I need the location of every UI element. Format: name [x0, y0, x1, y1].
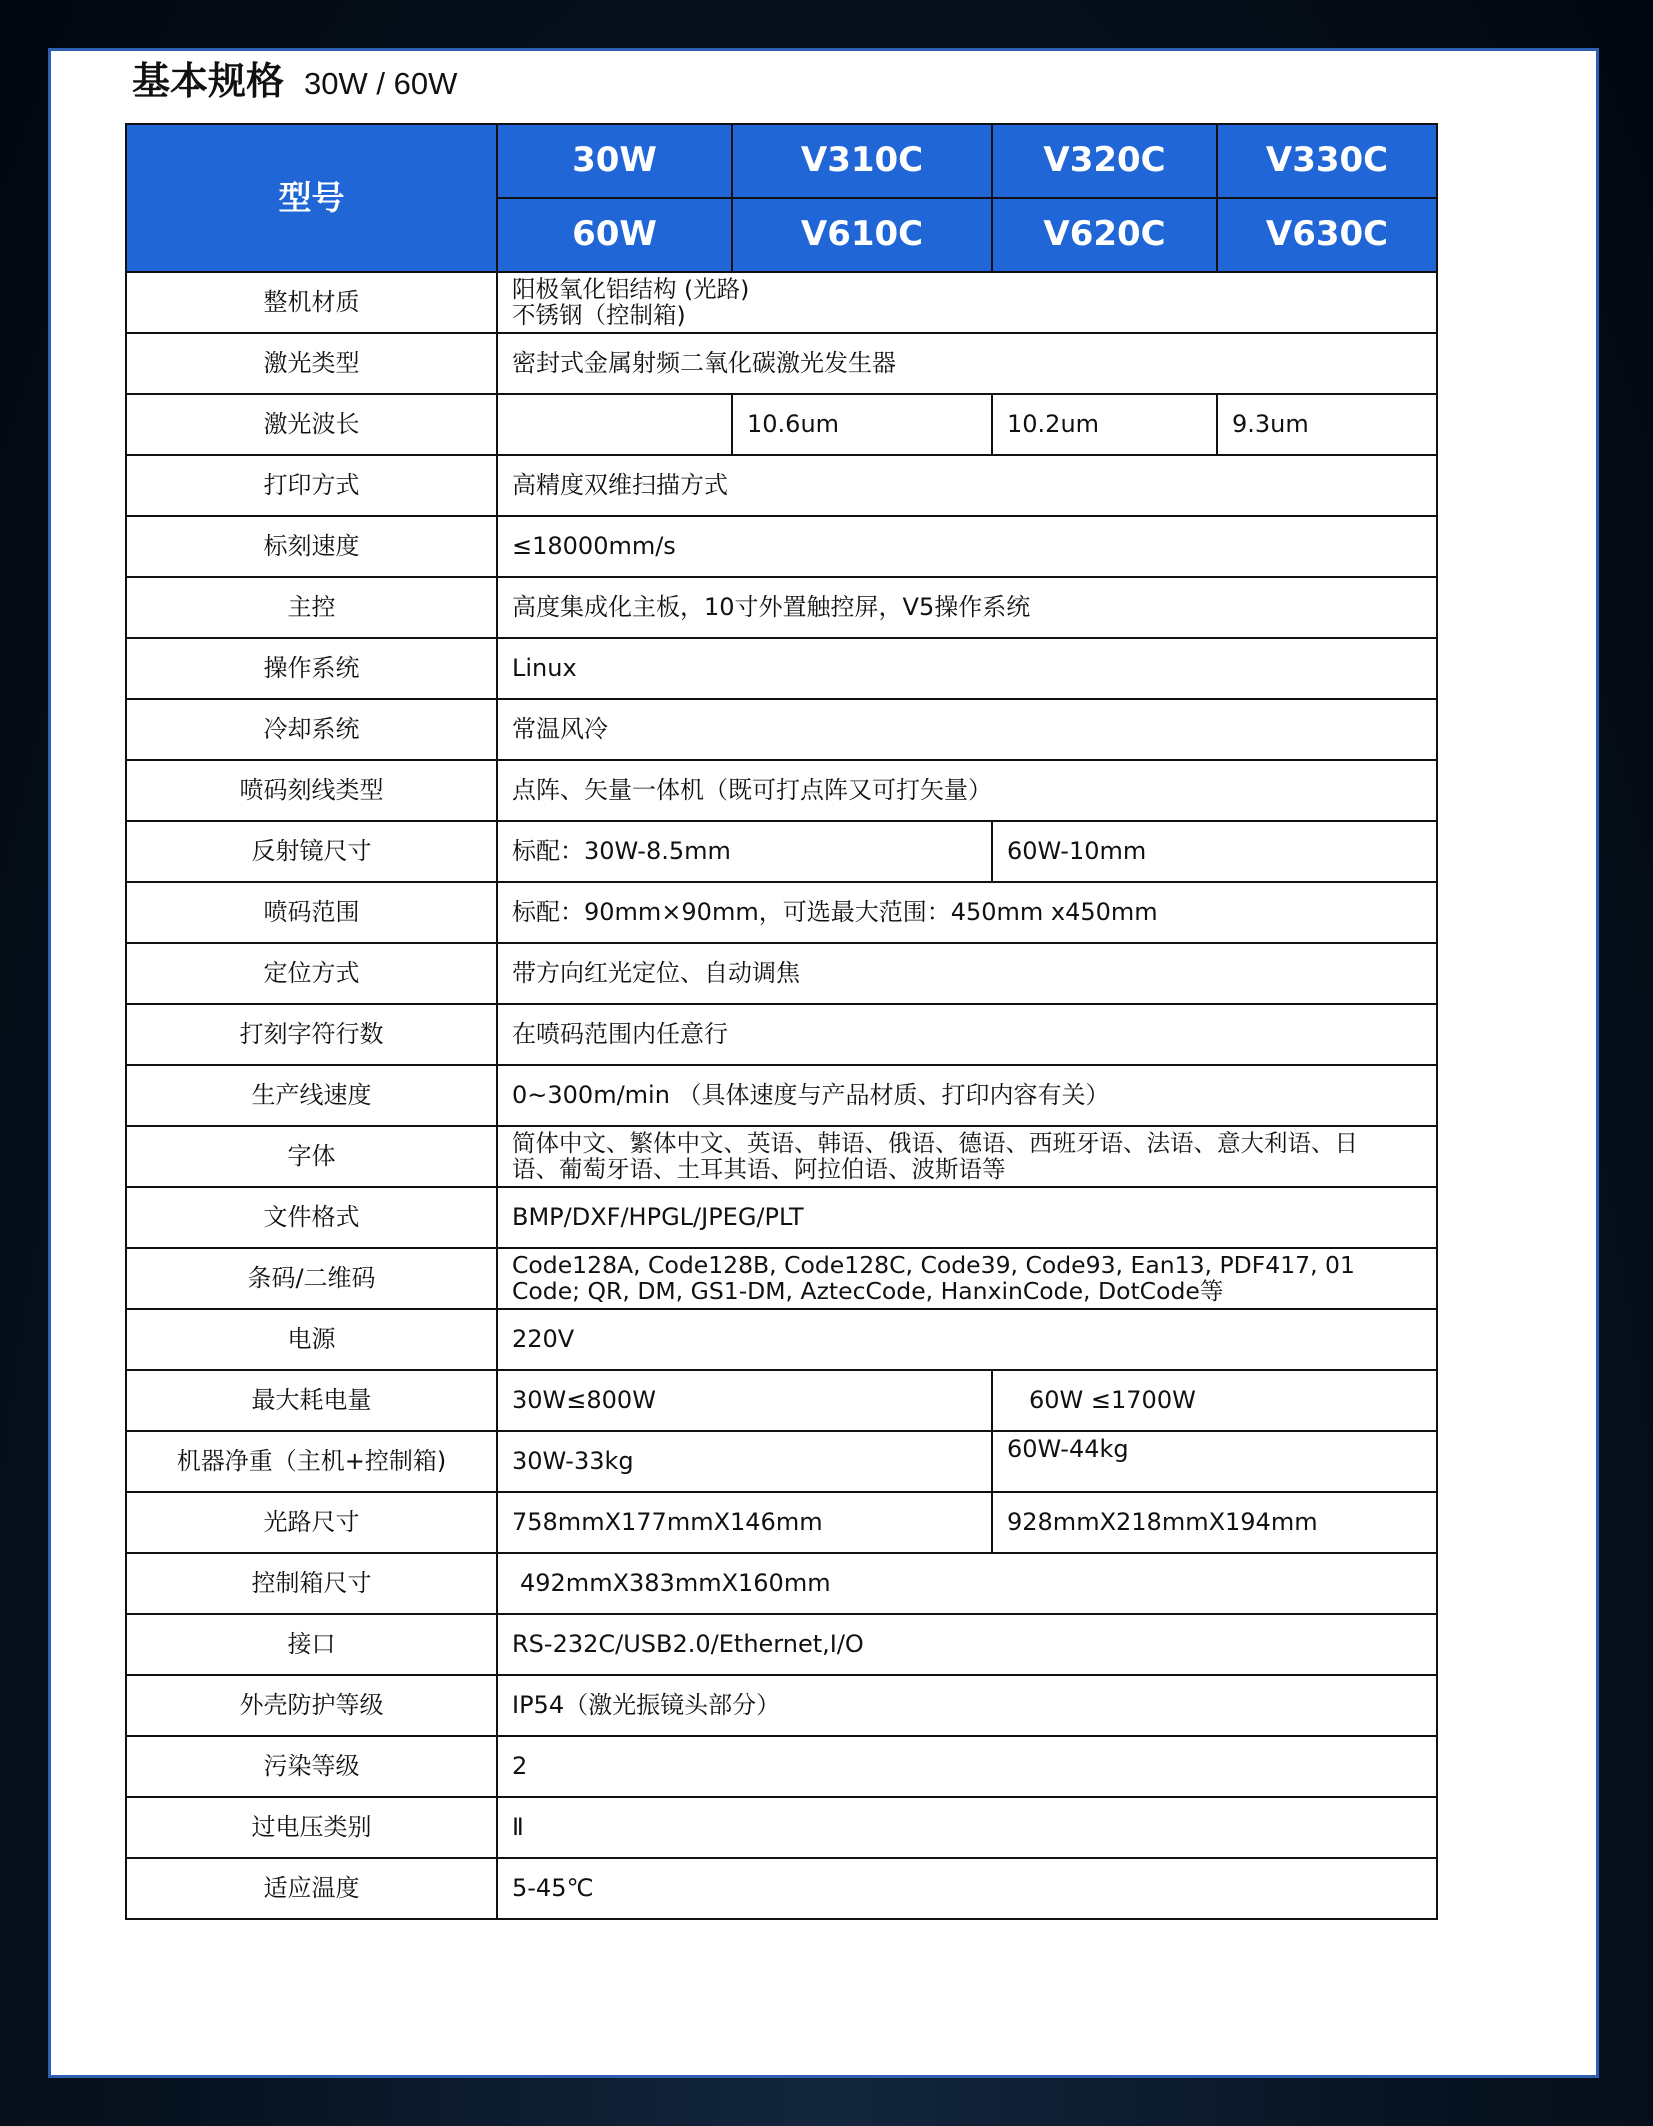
spec-label: 喷码刻线类型 [126, 760, 497, 821]
header-row-30w [126, 124, 1437, 198]
spec-label: 字体 [126, 1126, 497, 1187]
spec-row-cooling [126, 699, 1437, 760]
model-60w: 60W [497, 198, 732, 272]
spec-value: 标配：90mm×90mm，可选最大范围：450mm x450mm [497, 882, 1437, 943]
spec-label: 电源 [126, 1309, 497, 1370]
spec-value [497, 394, 732, 455]
spec-value-line: 阳极氧化铝结构 (光路) [512, 275, 750, 304]
spec-row-file-format [126, 1187, 1437, 1248]
spec-row-max-power [126, 1370, 1437, 1431]
spec-value [497, 272, 1437, 333]
model-v620c: V620C [992, 198, 1217, 272]
spec-value: 492mmX383mmX160mm [497, 1553, 1437, 1614]
spec-label: 冷却系统 [126, 699, 497, 760]
spec-value: 5-45℃ [497, 1858, 1437, 1919]
spec-label: 控制箱尺寸 [126, 1553, 497, 1614]
spec-label: 主控 [126, 577, 497, 638]
spec-row-overvoltage [126, 1797, 1437, 1858]
spec-value: Ⅱ [497, 1797, 1437, 1858]
spec-value: 点阵、矢量一体机（既可打点阵又可打矢量） [497, 760, 1437, 821]
model-v310c: V310C [732, 124, 992, 198]
spec-row-positioning [126, 943, 1437, 1004]
spec-value: 常温风冷 [497, 699, 1437, 760]
spec-row-weight [126, 1431, 1437, 1492]
spec-label: 反射镜尺寸 [126, 821, 497, 882]
model-v320c: V320C [992, 124, 1217, 198]
spec-row-code-type [126, 760, 1437, 821]
spec-label: 操作系统 [126, 638, 497, 699]
spec-label: 文件格式 [126, 1187, 497, 1248]
spec-label: 过电压类别 [126, 1797, 497, 1858]
spec-value-line: 语、葡萄牙语、土耳其语、阿拉伯语、波斯语等 [512, 1154, 1006, 1183]
spec-label: 喷码范围 [126, 882, 497, 943]
spec-value: RS-232C/USB2.0/Ethernet,I/O [497, 1614, 1437, 1675]
spec-value: 带方向红光定位、自动调焦 [497, 943, 1437, 1004]
spec-row-optical-size [126, 1492, 1437, 1553]
spec-label: 生产线速度 [126, 1065, 497, 1126]
spec-value: 10.6um [732, 394, 992, 455]
spec-value-line: 简体中文、繁体中文、英语、韩语、俄语、德语、西班牙语、法语、意大利语、日 [512, 1129, 1358, 1158]
spec-label: 外壳防护等级 [126, 1675, 497, 1736]
spec-table [125, 123, 1438, 1920]
spec-value: 928mmX218mmX194mm [992, 1492, 1437, 1553]
spec-label: 激光波长 [126, 394, 497, 455]
spec-row-code-range [126, 882, 1437, 943]
spec-value: 2 [497, 1736, 1437, 1797]
model-v330c: V330C [1217, 124, 1437, 198]
spec-value: 220V [497, 1309, 1437, 1370]
spec-value-line: 不锈钢（控制箱) [512, 300, 686, 329]
spec-value: 在喷码范围内任意行 [497, 1004, 1437, 1065]
spec-row-line-speed [126, 1065, 1437, 1126]
model-v610c: V610C [732, 198, 992, 272]
spec-value: 60W-10mm [992, 821, 1437, 882]
spec-subtitle: 30W / 60W [304, 66, 458, 101]
spec-value: 758mmX177mmX146mm [497, 1492, 992, 1553]
spec-row-marking-speed [126, 516, 1437, 577]
model-30w: 30W [497, 124, 732, 198]
spec-value: 密封式金属射频二氧化碳激光发生器 [497, 333, 1437, 394]
spec-value: 高度集成化主板，10寸外置触控屏，V5操作系统 [497, 577, 1437, 638]
model-label: 型号 [126, 124, 497, 272]
spec-row-interface [126, 1614, 1437, 1675]
spec-row-control-box-size [126, 1553, 1437, 1614]
spec-title: 基本规格 [132, 59, 285, 103]
spec-label: 打刻字符行数 [126, 1004, 497, 1065]
spec-row-laser-type [126, 333, 1437, 394]
spec-row-font [126, 1126, 1437, 1187]
spec-value-line: Code128A, Code128B, Code128C, Code39, Code93, Ean13, PDF417, 01 [512, 1251, 1355, 1280]
spec-label: 接口 [126, 1614, 497, 1675]
spec-heading [132, 50, 457, 120]
spec-label: 光路尺寸 [126, 1492, 497, 1553]
spec-row-print-method [126, 455, 1437, 516]
spec-row-os [126, 638, 1437, 699]
spec-row-char-lines [126, 1004, 1437, 1065]
spec-value: 0~300m/min （具体速度与产品材质、打印内容有关） [497, 1065, 1437, 1126]
spec-row-protection [126, 1675, 1437, 1736]
spec-value: 30W-33kg [497, 1431, 992, 1492]
spec-value: 60W ≤1700W [992, 1370, 1437, 1431]
spec-label: 最大耗电量 [126, 1370, 497, 1431]
spec-value: BMP/DXF/HPGL/JPEG/PLT [497, 1187, 1437, 1248]
spec-row-material [126, 272, 1437, 333]
spec-row-power [126, 1309, 1437, 1370]
spec-value: ≤18000mm/s [497, 516, 1437, 577]
spec-value: 标配：30W-8.5mm [497, 821, 992, 882]
spec-value: 10.2um [992, 394, 1217, 455]
spec-row-mirror-size [126, 821, 1437, 882]
spec-label: 适应温度 [126, 1858, 497, 1919]
spec-row-pollution [126, 1736, 1437, 1797]
spec-label: 条码/二维码 [126, 1248, 497, 1309]
spec-value: 高精度双维扫描方式 [497, 455, 1437, 516]
spec-row-temperature [126, 1858, 1437, 1919]
spec-row-main-control [126, 577, 1437, 638]
spec-row-barcode [126, 1248, 1437, 1309]
spec-value [497, 1248, 1437, 1309]
spec-value: 60W-44kg [992, 1431, 1437, 1492]
spec-label: 定位方式 [126, 943, 497, 1004]
spec-label: 机器净重（主机+控制箱) [126, 1431, 497, 1492]
spec-label: 打印方式 [126, 455, 497, 516]
spec-value: 9.3um [1217, 394, 1437, 455]
spec-value [497, 1126, 1437, 1187]
spec-value: Linux [497, 638, 1437, 699]
spec-label: 激光类型 [126, 333, 497, 394]
spec-value: 30W≤800W [497, 1370, 992, 1431]
spec-value: IP54（激光振镜头部分） [497, 1675, 1437, 1736]
spec-label: 标刻速度 [126, 516, 497, 577]
spec-label: 整机材质 [126, 272, 497, 333]
spec-value-line: Code; QR, DM, GS1-DM, AztecCode, HanxinCode, DotCode等 [512, 1276, 1224, 1305]
model-v630c: V630C [1217, 198, 1437, 272]
spec-row-wavelength [126, 394, 1437, 455]
spec-label: 污染等级 [126, 1736, 497, 1797]
